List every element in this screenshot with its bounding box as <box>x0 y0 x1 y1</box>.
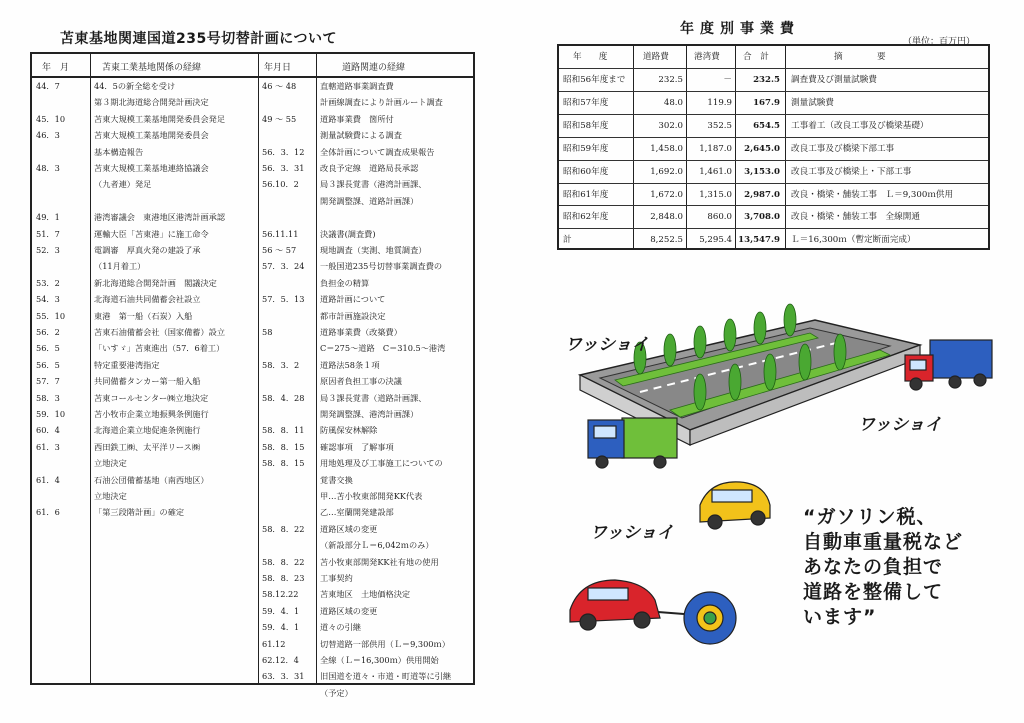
chronology-industrial: 新北海道総合開発計画 閣議決定 <box>94 277 217 288</box>
chronology-road: 甲…苫小牧東部開発KK代表 <box>320 491 423 501</box>
slogan-line: います” <box>803 606 877 628</box>
chronology-industrial: 北海道企業立地促進条例施行 <box>94 425 201 436</box>
chronology-ymd: 56.11.11 <box>262 228 299 239</box>
chronology-industrial: 特定重要港湾指定 <box>94 359 160 370</box>
chronology-row <box>32 258 473 274</box>
chronology-industrial: 基本構造報告 <box>94 146 144 157</box>
chronology-ym: 61．4 <box>36 474 60 485</box>
chronology-row <box>32 586 473 602</box>
chronology-ym: 53．2 <box>36 277 60 288</box>
header-industrial: 苫東工業基地関係の経緯 <box>102 63 202 73</box>
expense-row <box>559 114 988 138</box>
chronology-ymd: 57．5．13 <box>262 294 305 305</box>
expense-year: 昭和56年度まで <box>563 75 626 85</box>
chronology-road: 直轄道路事業調査費 <box>320 81 394 91</box>
expense-year: 昭和59年度 <box>563 143 609 154</box>
chronology-road: （新設部分Ｌ＝6,042ｍのみ） <box>320 540 434 551</box>
expense-row <box>559 228 988 252</box>
chronology-road: 苫小牧東部開発KK社有地の使用 <box>320 556 439 567</box>
expense-road: 1,458.0 <box>650 143 683 154</box>
chronology-industrial: 「第三段階計画」の確定 <box>94 507 185 518</box>
chronology-road: 確認事項 了解事項 <box>320 441 394 452</box>
header-road-cost: 道路費 <box>643 52 669 62</box>
chronology-road: 計画線調査により計画ルート調査 <box>320 97 443 108</box>
road-illustration <box>560 300 1000 700</box>
chronology-row <box>32 619 473 635</box>
chronology-row <box>32 357 473 373</box>
chronology-ym: 61．6 <box>36 507 60 518</box>
expense-summary: 調査費及び測量試験費 <box>791 75 877 85</box>
chronology-row <box>32 685 473 701</box>
expense-total: 2,645.0 <box>744 143 780 154</box>
expense-port: 5,295.4 <box>699 235 732 246</box>
slogan-line: 自動車重量税など <box>803 531 964 553</box>
chronology-row <box>32 127 473 143</box>
chronology-row <box>32 111 473 127</box>
chronology-row <box>32 242 473 258</box>
expense-road: 48.0 <box>663 97 683 108</box>
chronology-ymd: 61.12 <box>262 638 286 649</box>
chronology-row <box>32 144 473 160</box>
chronology-row <box>32 291 473 307</box>
chronology-road: 用地処理及び工事施工についての <box>320 458 443 469</box>
chronology-road: 開発調整課、道路計画課） <box>320 195 419 206</box>
chronology-ymd: 58 <box>262 327 273 337</box>
chronology-ymd: 59．4．1 <box>262 622 300 633</box>
expense-total: 13,547.9 <box>738 235 780 246</box>
header-summary: 摘 要 <box>834 52 886 62</box>
chronology-road: 道路計画について <box>320 294 386 305</box>
header-road: 道路関連の経緯 <box>342 63 406 73</box>
chronology-road: 全線（Ｌ＝16,300ｍ）供用開始 <box>320 655 439 665</box>
chronology-ymd: 49 ～ 55 <box>262 113 297 124</box>
chronology-road: 局３課長覚書（港湾計画課、 <box>320 179 427 190</box>
chronology-ym: 46．3 <box>36 130 60 141</box>
expense-road: 2,848.0 <box>650 212 683 223</box>
chronology-row <box>32 209 473 225</box>
slogan-line: “ガソリン税、 <box>803 506 937 528</box>
left-title: 苫東基地関連国道235号切替計画について <box>60 31 337 47</box>
green-truck <box>588 418 677 468</box>
chronology-ym: 49．1 <box>36 212 60 223</box>
expense-row <box>559 91 988 115</box>
expense-row <box>559 68 988 92</box>
chronology-road: 道路区域の変更 <box>320 523 378 534</box>
chronology-ym: 45．10 <box>36 113 66 124</box>
chronology-industrial: 西田鉄工㈱、太平洋リース㈱ <box>94 441 201 452</box>
chronology-ymd: 58．8．11 <box>262 425 305 436</box>
chronology-row <box>32 521 473 537</box>
chronology-industrial: 苫東大規模工業基地連絡協議会 <box>94 163 209 173</box>
chronology-road: 一般国道235号切替事業調査費の <box>320 261 443 272</box>
chronology-ymd: 56 ～ 57 <box>262 245 297 255</box>
red-car <box>570 580 660 630</box>
expense-summary: 改良工事及び橋梁下部工事 <box>791 143 895 154</box>
chant-1: ワッショイ <box>565 335 649 355</box>
chronology-road: 切替道路一部供用（Ｌ＝9,300ｍ） <box>320 638 450 649</box>
expense-row <box>559 160 988 184</box>
chronology-ym: 48．3 <box>36 163 60 173</box>
header-port-cost: 港湾費 <box>694 52 720 62</box>
expense-port: 1,315.0 <box>699 189 732 200</box>
chronology-ymd: 58.12.22 <box>262 589 299 600</box>
chronology-ym: 59．10 <box>36 409 66 419</box>
expense-year: 昭和60年度 <box>563 166 609 177</box>
chronology-road: 覚書交換 <box>320 474 353 485</box>
slogan-line: あなたの負担で <box>803 556 944 578</box>
expense-total: 2,987.0 <box>744 189 780 200</box>
chronology-ym: 57．7 <box>36 376 60 387</box>
expense-total: 232.5 <box>753 75 780 85</box>
chronology-road: 改良予定線 道路局長承認 <box>320 163 419 173</box>
chronology-row <box>32 668 473 684</box>
chronology-road: C＝275～道路 C＝310.5～港湾 <box>320 343 446 354</box>
expense-row <box>559 183 988 207</box>
chronology-row <box>32 193 473 209</box>
header-total: 合 計 <box>743 52 769 62</box>
chronology-ym: 60．4 <box>36 425 60 436</box>
chronology-ymd: 58．8．22 <box>262 523 305 534</box>
chronology-road: 道路法58条１項 <box>320 359 380 370</box>
chant-2: ワッショイ <box>858 415 942 435</box>
chronology-road: 乙…室蘭開発建設部 <box>320 507 394 518</box>
chronology-industrial: （九者連）発足 <box>94 179 152 190</box>
chronology-row <box>32 390 473 406</box>
chronology-ymd: 58．3．2 <box>262 359 300 370</box>
expense-total: 167.9 <box>753 97 780 108</box>
chronology-row <box>32 78 473 94</box>
chronology-ymd: 58．8．15 <box>262 441 305 452</box>
chronology-ym: 58．3 <box>36 392 60 403</box>
chronology-row <box>32 504 473 520</box>
chronology-row <box>32 488 473 504</box>
expense-row <box>559 137 988 161</box>
expense-row <box>559 205 988 229</box>
chronology-row <box>32 176 473 192</box>
chronology-road: （予定） <box>320 687 353 698</box>
chronology-ym: 55．10 <box>36 310 66 321</box>
expense-summary: 測量試験費 <box>791 97 834 108</box>
chronology-row <box>32 226 473 242</box>
chronology-row <box>32 94 473 110</box>
expense-port: 1,187.0 <box>699 143 732 154</box>
chronology-industrial: 「いすゞ」苫東進出（57．6着工） <box>94 343 225 354</box>
chronology-industrial: 苫東石油備蓄会社（国家備蓄）設立 <box>94 327 226 337</box>
expense-road: 232.5 <box>658 75 683 85</box>
chronology-row <box>32 373 473 389</box>
chronology-row <box>32 340 473 356</box>
chronology-row <box>32 160 473 176</box>
chronology-road: 現地調査（実測、地質調査） <box>320 245 427 255</box>
expense-port: 860.0 <box>707 212 732 223</box>
expense-road: 1,692.0 <box>650 166 683 177</box>
chronology-road: 苫東地区 土地価格決定 <box>320 589 411 600</box>
expense-port: 352.5 <box>707 120 732 131</box>
chronology-industrial: 苫東大規模工業基地開発委員会発足 <box>94 113 226 124</box>
chronology-ymd: 46 ～ 48 <box>262 81 297 91</box>
expense-summary: 工事着工（改良工事及び橋梁基礎） <box>791 120 929 131</box>
chronology-ymd: 57．3．24 <box>262 261 305 272</box>
chronology-road: 道路事業費（改築費） <box>320 327 402 337</box>
chronology-table <box>30 52 475 698</box>
chronology-row <box>32 652 473 668</box>
chronology-row <box>32 472 473 488</box>
chronology-ymd: 63．3．31 <box>262 671 305 682</box>
chronology-industrial: 苫東大規模工業基地開発委員会 <box>94 130 209 141</box>
chronology-row <box>32 455 473 471</box>
chronology-road: 道路事業費 箇所付 <box>320 113 394 124</box>
expense-port: 1,461.0 <box>699 166 732 177</box>
expense-header <box>559 46 988 68</box>
chronology-row <box>32 570 473 586</box>
chronology-industrial: 東港 第一船（石炭）入船 <box>94 310 193 321</box>
chronology-industrial: 北海道石油共同備蓄会社設立 <box>94 294 201 305</box>
chronology-industrial: （11月着工） <box>94 261 146 272</box>
chronology-ymd: 59．4．1 <box>262 605 300 616</box>
chronology-ym: 56．2 <box>36 327 60 337</box>
expense-year: 昭和57年度 <box>563 97 609 108</box>
expense-summary: 改良・橋梁・舗装工事 Ｌ＝9,300ｍ供用 <box>791 189 954 200</box>
chronology-road: 防風保安林解除 <box>320 425 378 436</box>
chronology-road: 負担金の精算 <box>320 277 370 288</box>
chronology-row <box>32 636 473 652</box>
chronology-industrial: 44．5の新全総を受け <box>94 81 176 91</box>
chronology-industrial: 石油公団備蓄基地（南西地区） <box>94 474 209 485</box>
chronology-ym: 56．5 <box>36 343 60 354</box>
expense-year: 昭和61年度 <box>563 189 609 200</box>
chronology-road: 旧国道を道々・市道・町道等に引継 <box>320 671 452 682</box>
slogan-line: 道路を整備して <box>803 581 944 603</box>
chronology-road: 都市計画施設決定 <box>320 310 386 321</box>
expense-road: 8,252.5 <box>650 235 683 246</box>
header-year: 年 度 <box>573 52 608 62</box>
chronology-row <box>32 275 473 291</box>
chronology-road: 工事契約 <box>320 573 353 583</box>
chronology-ymd: 58．4．28 <box>262 392 305 403</box>
chronology-industrial: 苫小牧市企業立地振興条例施行 <box>94 409 209 419</box>
expense-year: 昭和62年度 <box>563 212 609 223</box>
chronology-ym: 52．3 <box>36 245 60 255</box>
slogan <box>803 505 963 630</box>
chronology-road: 開発調整課、港湾計画課） <box>320 409 419 419</box>
unit-label: （単位：百万円） <box>903 37 976 47</box>
expense-total: 3,153.0 <box>744 166 780 177</box>
expense-year: 昭和58年度 <box>563 120 609 131</box>
chronology-road: 決議書(調査費) <box>320 228 376 239</box>
expense-port: － <box>723 75 732 85</box>
header-ym: 年 月 <box>42 63 70 73</box>
chronology-ymd: 58．8．15 <box>262 458 305 469</box>
chronology-row <box>32 308 473 324</box>
chronology-header <box>32 54 473 78</box>
chronology-row <box>32 554 473 570</box>
expense-road: 1,672.0 <box>650 189 683 200</box>
expense-port: 119.9 <box>707 97 732 108</box>
yellow-car <box>700 482 770 529</box>
chronology-ym: 61．3 <box>36 441 60 452</box>
chronology-row <box>32 422 473 438</box>
chronology-road: 全体計画について調査成果報告 <box>320 146 435 157</box>
chronology-road: 局３課長覚書（道路計画課、 <box>320 392 427 403</box>
chronology-row <box>32 537 473 553</box>
chronology-industrial: 立地決定 <box>94 458 127 469</box>
expense-table <box>557 44 990 250</box>
chronology-ymd: 56．3．31 <box>262 163 305 173</box>
chronology-industrial: 第３期北海道総合開発計画決定 <box>94 97 209 108</box>
chronology-ym: 51．7 <box>36 228 60 239</box>
chronology-road: 道路区域の変更 <box>320 605 378 616</box>
chronology-industrial: 運輸大臣「苫東港」に施工命令 <box>94 228 209 239</box>
chronology-ymd: 58．8．23 <box>262 573 305 583</box>
chronology-ym: 54．3 <box>36 294 60 305</box>
chronology-road: 原因者負担工事の決議 <box>320 376 402 387</box>
chronology-row <box>32 439 473 455</box>
expense-summary: 改良工事及び橋梁上・下部工事 <box>791 166 912 177</box>
header-ymd: 年月日 <box>264 63 292 73</box>
chant-3: ワッショイ <box>590 523 674 543</box>
expense-total: 654.5 <box>753 120 780 131</box>
right-title: 年度別事業費 <box>680 21 800 37</box>
chronology-ymd: 56．3．12 <box>262 146 305 157</box>
chronology-row <box>32 406 473 422</box>
chronology-ymd: 56.10．2 <box>262 179 299 190</box>
chronology-ymd: 62.12．4 <box>262 655 299 665</box>
chronology-row <box>32 603 473 619</box>
chronology-ym: 44．7 <box>36 81 60 91</box>
chronology-industrial: 電調審 厚真火発の建設了承 <box>94 245 201 255</box>
chronology-industrial: 共同備蓄タンカー第一船入船 <box>94 376 201 387</box>
chronology-industrial: 立地決定 <box>94 491 127 501</box>
expense-summary: 改良・橋梁・舗装工事 全線開通 <box>791 212 920 223</box>
chronology-industrial: 港湾審議会 東港地区港湾計画承認 <box>94 212 226 223</box>
money-bag <box>658 592 736 644</box>
chronology-ymd: 58．8．22 <box>262 556 305 567</box>
chronology-road: 測量試験費による調査 <box>320 130 402 141</box>
expense-year: 計 <box>563 235 572 246</box>
expense-summary: Ｌ＝16,300ｍ（暫定断面完成） <box>791 235 916 246</box>
chronology-ym: 56．5 <box>36 359 60 370</box>
expense-total: 3,708.0 <box>744 212 780 223</box>
expense-road: 302.0 <box>658 120 683 131</box>
chronology-industrial: 苫東コールセンター㈱立地決定 <box>94 392 209 403</box>
chronology-road: 道々の引継 <box>320 622 361 633</box>
chronology-row <box>32 324 473 340</box>
